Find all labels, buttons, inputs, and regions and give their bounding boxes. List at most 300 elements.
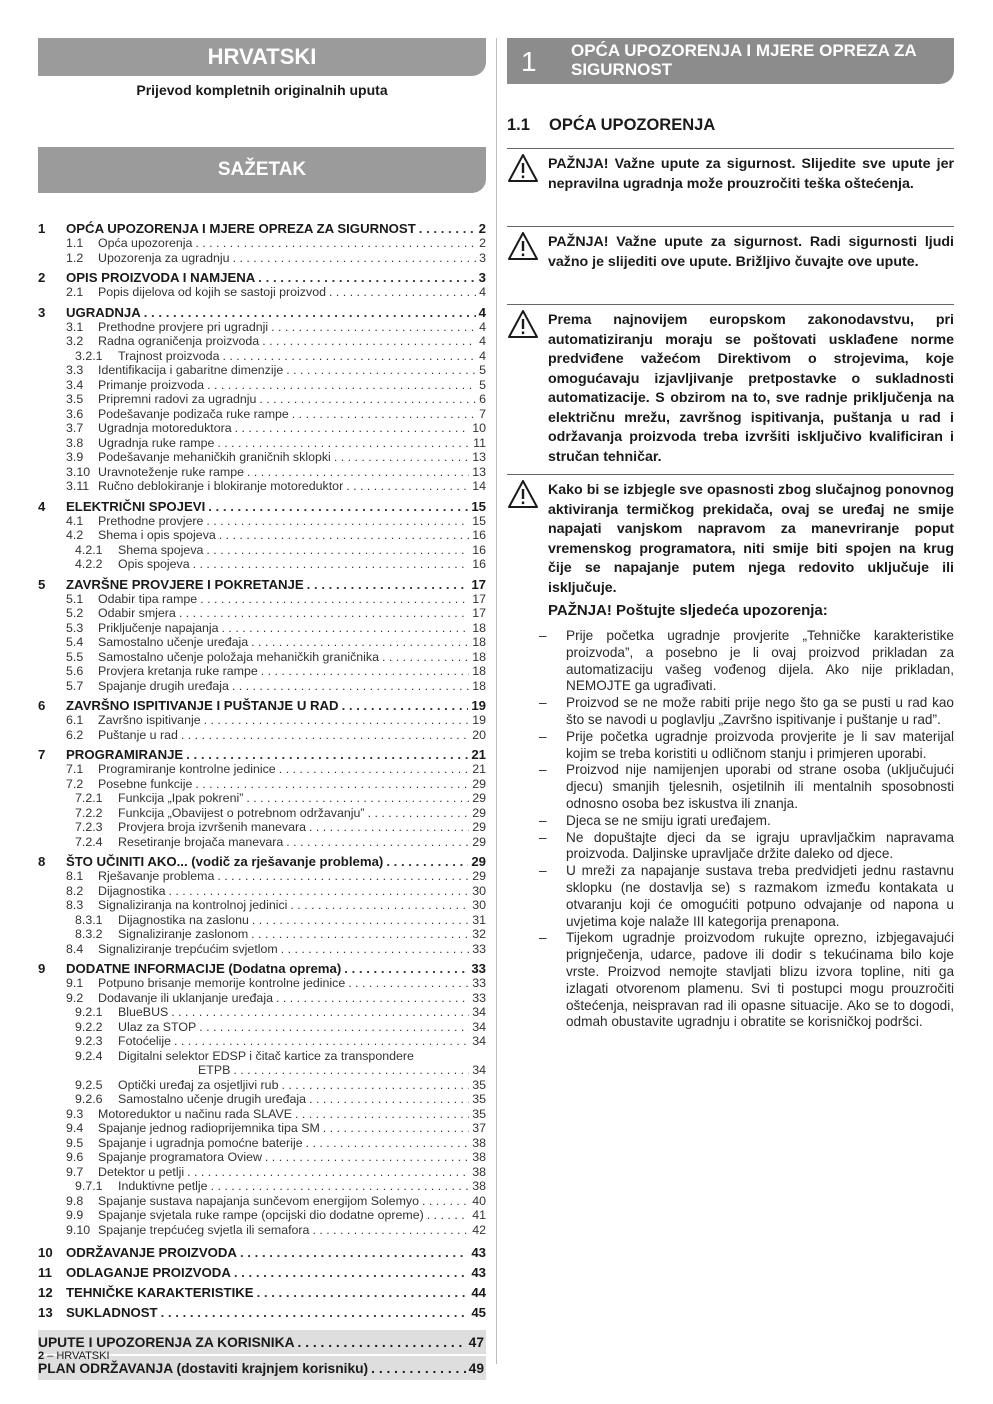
toc-entry[interactable] <box>38 1136 486 1151</box>
toc-entry[interactable] <box>38 1194 486 1209</box>
toc-entry-page: 35 <box>472 1092 486 1106</box>
toc-entry[interactable] <box>38 1034 486 1049</box>
toc-leader-dots <box>217 869 469 884</box>
toc-entry-page: 4 <box>479 348 486 363</box>
toc-entry-number: 5.3 <box>66 620 84 635</box>
toc-entry-page: 16 <box>472 557 486 571</box>
section-number: 1.1 <box>507 116 530 134</box>
toc-leader-dots <box>329 285 476 300</box>
warning-list-item: – Djeca se ne smiju igrati uređajem. <box>539 813 954 830</box>
toc-leader-dots <box>169 884 470 899</box>
toc-entry-title: Funkcija „Ipak pokreni” <box>118 791 244 805</box>
toc-entry-page: 43 <box>471 1245 486 1260</box>
toc-entry-number: 5.7 <box>66 678 84 693</box>
toc-entry-number: 9.7.1 <box>75 1179 103 1193</box>
toc-entry-title: Spajanje svjetala ruke rampe (opcijski dio dodatne opreme) <box>98 1208 424 1222</box>
toc-entry-page: 15 <box>472 513 486 528</box>
toc-entry-page: 10 <box>472 421 486 435</box>
toc-leader-dots <box>233 251 477 266</box>
toc-entry[interactable] <box>38 378 486 393</box>
warning-list-item: – U mreži za napajanje sustava treba predvidjeti jednu rastavnu sklopku (ne dostavlja se) s razmakom između kontakata u otvaranju koji će omogućiti potpuno odvajanje od napona u uvjetima koje nalaže III kategorija prenapona. <box>539 863 954 930</box>
toc-entry-number: 9.7 <box>66 1164 84 1179</box>
toc-entry-title: ŠTO UČINITI AKO... (vodič za rješavanje problema) <box>66 854 384 869</box>
toc-leader-dots <box>290 898 469 913</box>
toc-entry[interactable] <box>38 650 486 665</box>
toc-entry-title: Signaliziranje trepćućim svjetlom <box>98 941 278 956</box>
table-of-contents <box>38 216 486 1380</box>
toc-entry-number: 3.4 <box>66 377 84 392</box>
toc-entry-page: 41 <box>472 1208 486 1222</box>
toc-leader-dots <box>211 1179 470 1194</box>
warning-text: PAŽNJA! Važne upute za sigurnost. Slijedite sve upute jer nepravilna ugradnja može prouzročiti teška oštećenja. <box>548 156 954 192</box>
toc-entry-title: Ulaz za STOP <box>118 1019 197 1034</box>
toc-entry-number: 5.4 <box>66 635 84 649</box>
toc-leader-dots <box>386 854 468 869</box>
toc-entry-page: 29 <box>472 805 486 820</box>
toc-entry[interactable] <box>38 363 486 378</box>
toc-entry-number: 3.3 <box>66 363 84 377</box>
toc-entry-title: PLAN ODRŽAVANJA (dostaviti krajnjem korisniku) <box>38 1360 369 1376</box>
toc-leader-dots <box>257 1285 469 1300</box>
toc-entry[interactable] <box>38 1107 486 1122</box>
toc-entry-title: Završno ispitivanje <box>98 713 201 727</box>
toc-entry-title: Samostalno učenje uređaja <box>98 635 249 649</box>
toc-entry-number: 4.1 <box>66 513 84 528</box>
toc-leader-dots <box>144 305 476 320</box>
warning-block <box>507 226 954 272</box>
toc-entry-title: Prethodne provjere pri ugradnji <box>98 319 269 334</box>
toc-leader-dots <box>323 1121 469 1136</box>
toc-entry-page: 18 <box>472 678 486 693</box>
toc-leader-dots <box>298 1335 466 1350</box>
toc-entry-page: 17 <box>471 576 486 592</box>
warning-list-item: – Prije početka ugradnje provjerite „Tehničke karakteristike proizvoda”, a posebno je li ovaj proizvod prikladan za automatizaciju vašeg vođenog dijela. Ako nije prikladan, NEMOJTE ga ugrađivati. <box>539 628 954 695</box>
toc-entry-page: 33 <box>472 941 486 956</box>
toc-entry-page: 38 <box>472 1135 486 1150</box>
toc-entry-title: Spajanje trepćućeg svjetla ili semafora <box>98 1222 310 1237</box>
toc-entry[interactable] <box>38 221 486 236</box>
toc-entry[interactable] <box>38 698 486 713</box>
toc-entry[interactable] <box>38 854 486 869</box>
toc-entry-title: PROGRAMIRANJE <box>66 747 184 762</box>
toc-entry-number: 3.11 <box>66 479 90 493</box>
toc-entry-title: Signaliziranja na kontrolnoj jedinici <box>98 898 288 912</box>
toc-entry-number: 9.6 <box>66 1150 84 1164</box>
toc-entry-title: Primanje proizvoda <box>98 377 205 392</box>
toc-entry-page: 32 <box>472 927 486 941</box>
language-header: HRVATSKI <box>38 38 486 76</box>
toc-entry[interactable] <box>38 1223 486 1238</box>
toc-leader-dots <box>246 791 469 806</box>
toc-leader-dots <box>295 1107 469 1122</box>
toc-leader-dots <box>265 1150 469 1165</box>
toc-entry[interactable] <box>38 1092 486 1107</box>
toc-entry-number: 1.2 <box>66 250 84 265</box>
toc-leader-dots <box>204 713 470 728</box>
toc-leader-dots <box>206 514 469 529</box>
toc-leader-dots <box>309 1092 469 1107</box>
toc-entry-title: Spajanje drugih uređaja <box>98 678 229 693</box>
toc-leader-dots <box>251 927 469 942</box>
toc-entry-page: 21 <box>471 747 486 762</box>
toc-entry-title: ODLAGANJE PROIZVODA <box>66 1265 231 1280</box>
toc-entry[interactable] <box>38 392 486 407</box>
toc-entry-title: Ručno deblokiranje i blokiranje motoreduktor <box>98 479 344 493</box>
toc-entry[interactable] <box>38 1208 486 1223</box>
toc-entry-title: DODATNE INFORMACIJE (Dodatna oprema) <box>66 961 342 976</box>
toc-entry-page: 15 <box>471 498 486 514</box>
summary-header: SAŽETAK <box>38 147 486 193</box>
toc-entry[interactable] <box>38 305 486 320</box>
chapter-header <box>507 38 954 84</box>
toc-entry-page: 38 <box>472 1150 486 1164</box>
toc-entry-title: Induktivne petlje <box>118 1179 208 1193</box>
toc-entry-number: 3.7 <box>66 421 84 435</box>
toc-entry-page: 42 <box>472 1222 486 1237</box>
toc-entry[interactable] <box>38 869 486 884</box>
toc-entry[interactable] <box>38 251 486 266</box>
toc-entry-number: 7.2.2 <box>75 805 103 820</box>
toc-entry-title: Posebne funkcije <box>98 776 193 791</box>
toc-entry[interactable] <box>38 898 486 913</box>
toc-entry-number: 8.1 <box>66 869 84 883</box>
toc-entry-page: 17 <box>472 606 486 620</box>
warning-block <box>507 148 954 194</box>
toc-entry-title: Podešavanje podizača ruke rampe <box>98 406 289 421</box>
toc-entry[interactable] <box>38 1078 486 1093</box>
toc-leader-dots <box>206 543 469 558</box>
toc-entry-page: 17 <box>472 591 486 606</box>
toc-leader-dots <box>217 436 470 451</box>
toc-entry[interactable] <box>38 913 486 928</box>
toc-entry-title: Priključenje napajanja <box>98 620 219 635</box>
toc-entry-title: ZAVRŠNE PROVJERE I POKRETANJE <box>66 576 304 592</box>
toc-entry-number: 9.2.1 <box>75 1005 103 1019</box>
toc-entry-page: 29 <box>472 791 486 805</box>
toc-leader-dots <box>368 806 470 821</box>
toc-entry-number: 13 <box>38 1305 53 1320</box>
toc-entry-number: 4.2 <box>66 528 84 542</box>
toc-leader-dots <box>233 1063 469 1078</box>
toc-entry-page: 33 <box>472 990 486 1005</box>
toc-entry-number: 9.3 <box>66 1106 84 1121</box>
toc-leader-dots <box>419 221 476 236</box>
toc-entry-page: 2 <box>478 221 486 236</box>
toc-entry-title: TEHNIČKE KARAKTERISTIKE <box>66 1285 254 1300</box>
toc-entry-page: 33 <box>471 961 486 976</box>
toc-entry-page: 16 <box>472 542 486 557</box>
toc-entry[interactable] <box>38 528 486 543</box>
toc-entry[interactable] <box>38 285 486 300</box>
toc-entry-title: ZAVRŠNO ISPITIVANJE I PUŠTANJE U RAD <box>66 698 339 713</box>
toc-entry-title: ELEKTRIČNI SPOJEVI <box>66 498 206 514</box>
toc-entry-title: Optički uređaj za osjetljivi rub <box>118 1077 279 1092</box>
toc-entry[interactable] <box>38 747 486 762</box>
toc-entry[interactable] <box>38 679 486 694</box>
toc-entry-page: 29 <box>472 869 486 883</box>
toc-entry[interactable] <box>38 1150 486 1165</box>
toc-entry-title: Spajanje sustava napajanja sunčevom energijom Solemyo <box>98 1193 419 1208</box>
toc-entry-title: Resetiranje brojača manevara <box>118 834 284 849</box>
toc-entry-page: 38 <box>472 1179 486 1193</box>
toc-entry[interactable] <box>38 421 486 436</box>
toc-leader-dots <box>199 1020 469 1035</box>
toc-leader-dots <box>222 349 476 364</box>
toc-entry-page: 4 <box>479 285 486 299</box>
toc-entry-page: 5 <box>479 377 486 392</box>
toc-entry-number: 3.8 <box>66 435 84 450</box>
toc-leader-dots <box>382 650 469 665</box>
toc-entry[interactable] <box>38 592 486 607</box>
toc-leader-dots <box>240 1245 468 1260</box>
toc-entry[interactable] <box>38 762 486 777</box>
toc-leader-dots <box>174 1034 469 1049</box>
toc-leader-dots <box>181 728 469 743</box>
toc-entry[interactable] <box>38 557 486 572</box>
toc-entry[interactable] <box>38 1049 486 1064</box>
toc-entry[interactable] <box>38 407 486 422</box>
toc-leader-dots <box>279 762 470 777</box>
toc-entry[interactable] <box>38 942 486 957</box>
toc-entry-page: 47 <box>468 1334 484 1350</box>
toc-entry[interactable] <box>38 1121 486 1136</box>
toc-entry[interactable] <box>38 961 486 976</box>
toc-entry-number: 9.8 <box>66 1193 84 1208</box>
toc-entry-number: 9.2 <box>66 990 84 1005</box>
section-title <box>507 116 715 135</box>
toc-entry-title: Trajnost proizvoda <box>118 348 220 363</box>
toc-entry-page: 29 <box>472 820 486 834</box>
toc-entry[interactable] <box>38 450 486 465</box>
toc-entry-number: 4 <box>38 498 46 514</box>
toc-entry[interactable] <box>38 1165 486 1180</box>
toc-entry-title: Spajanje jednog radioprijemnika tipa SM <box>98 1121 320 1135</box>
notice-heading: PAŽNJA! Poštujte sljedeća upozorenja: <box>548 602 828 619</box>
toc-entry-page: 18 <box>472 649 486 664</box>
toc-entry-title: Ugradnja motoreduktora <box>98 421 232 435</box>
toc-entry[interactable] <box>38 991 486 1006</box>
toc-entry[interactable] <box>38 577 486 592</box>
toc-entry-page: 19 <box>471 698 486 713</box>
toc-entry[interactable] <box>38 320 486 335</box>
toc-entry-number: 8.3.1 <box>75 912 103 927</box>
toc-entry-number: 7.2.3 <box>75 820 103 834</box>
toc-entry-number: 7 <box>38 747 46 762</box>
toc-leader-dots <box>247 465 469 480</box>
toc-entry-title: OPIS PROIZVODA I NAMJENA <box>66 270 256 285</box>
toc-entry-number: 3 <box>38 304 46 320</box>
toc-entry[interactable] <box>38 1020 486 1035</box>
toc-entry-title: Opis spojeva <box>118 557 190 571</box>
toc-entry-page: 4 <box>478 304 486 320</box>
toc-entry-page: 33 <box>472 976 486 990</box>
toc-leader-dots <box>346 479 469 494</box>
toc-entry[interactable] <box>38 664 486 679</box>
toc-entry-number: 9.5 <box>66 1135 84 1150</box>
toc-leader-dots <box>171 1005 469 1020</box>
toc-entry-title: Dodavanje ili uklanjanje uređaja <box>98 990 273 1005</box>
toc-entry[interactable] <box>38 777 486 792</box>
toc-entry-page: 20 <box>472 727 486 742</box>
toc-entry[interactable] <box>38 884 486 899</box>
toc-entry[interactable] <box>38 1179 486 1194</box>
toc-leader-dots <box>312 1223 469 1238</box>
toc-entry-page: 34 <box>472 1005 486 1019</box>
toc-entry-number: 6.1 <box>66 713 84 727</box>
toc-entry-title: Shema spojeva <box>118 542 204 557</box>
warning-list-item: – Tijekom ugradnje proizvodom rukujte oprezno, izbjegavajući prignječenja, udarce, padove ili dodir s tekućinama bilo koje vrste. Proizvod nemojte stavljati blizu izvora topline, niti ga izlagati otvorenom plamenu. Svi ti postupci mogu prouzročiti oštećenja, neispravan rad ili opasne situacije. Ako se to dogodi, odmah obustavite ugradnju i obratite se korisničkoj podršci. <box>539 930 954 1031</box>
toc-entry-number: 8 <box>38 854 46 869</box>
toc-entry[interactable] <box>38 543 486 558</box>
toc-entry[interactable] <box>38 270 486 285</box>
toc-entry-page: 13 <box>472 464 486 479</box>
warning-triangle-icon <box>507 153 539 183</box>
toc-leader-dots <box>334 450 469 465</box>
toc-leader-dots <box>262 334 476 349</box>
toc-entry-number: 12 <box>38 1285 53 1300</box>
toc-leader-dots <box>222 621 470 636</box>
toc-entry-page: 29 <box>472 834 486 849</box>
warnings-list <box>539 628 954 1031</box>
toc-entry[interactable] <box>38 436 486 451</box>
toc-entry-page: 31 <box>472 912 486 927</box>
toc-entry-title: Odabir tipa rampe <box>98 591 198 606</box>
toc-entry[interactable] <box>38 499 486 514</box>
toc-entry[interactable] <box>38 1285 486 1300</box>
toc-entry-title: Digitalni selektor EDSP i čitač kartice za transpondere <box>118 1048 414 1063</box>
toc-entry-number: 1 <box>38 221 46 236</box>
toc-entry[interactable] <box>38 835 486 850</box>
toc-entry[interactable] <box>38 820 486 835</box>
toc-entry-page: 18 <box>472 664 486 678</box>
toc-entry-number: 3.5 <box>66 392 84 406</box>
toc-entry-page: 49 <box>468 1360 484 1376</box>
warning-block <box>507 474 954 598</box>
toc-entry[interactable] <box>38 806 486 821</box>
toc-entry[interactable] <box>38 349 486 364</box>
toc-entry[interactable] <box>38 1245 486 1260</box>
toc-leader-dots <box>161 1305 469 1320</box>
toc-entry-title: Potpuno brisanje memorije kontrolne jedinice <box>98 976 346 990</box>
toc-leader-dots <box>208 499 468 514</box>
toc-entry-number: 5 <box>38 576 46 592</box>
toc-entry[interactable] <box>38 621 486 636</box>
toc-entry[interactable] <box>38 606 486 621</box>
toc-entry-title: Radna ograničenja proizvoda <box>98 334 260 348</box>
toc-entry-title: Shema i opis spojeva <box>98 528 216 542</box>
toc-entry-number: 11 <box>38 1265 52 1280</box>
toc-entry[interactable] <box>38 927 486 942</box>
toc-entry[interactable] <box>38 465 486 480</box>
toc-leader-dots <box>281 1078 469 1093</box>
toc-entry-title: Uravnoteženje ruke rampe <box>98 464 245 479</box>
toc-entry-number: 9.2.2 <box>75 1019 103 1034</box>
toc-entry-title: Provjera broja izvršenih manevara <box>118 820 307 834</box>
toc-entry-title: ETPB <box>198 1063 231 1077</box>
toc-leader-dots <box>422 1194 469 1209</box>
toc-entry-title: Odabir smjera <box>98 606 176 620</box>
toc-entry-page: 11 <box>473 435 486 450</box>
toc-entry-title: Pripremni radovi za ugradnju <box>98 392 257 406</box>
toc-entry-number: 9.10 <box>66 1222 91 1237</box>
toc-entry-title: Samostalno učenje položaja mehaničkih graničnika <box>98 649 380 664</box>
column-divider <box>496 38 497 1364</box>
toc-entry-page: 40 <box>472 1193 486 1208</box>
toc-entry[interactable] <box>38 1005 486 1020</box>
toc-entry[interactable] <box>38 479 486 494</box>
warning-text: Prema najnovijem europskom zakonodavstvu, pri automatiziranju moraju se poštovati usklađene norme predviđene važećom Direktivom o strojevima, koje omogućavaju izjavljivanje pretpostavke o sukladnosti automatizacije. S obzirom na to, sve radnje priključenja na električnu mrežu, završnog ispitivanja, puštanja u rad i održavanja proizvoda treba izvršiti isključivo kvalificiran i stručan tehničar. <box>548 312 954 465</box>
toc-entry-number: 7.2.1 <box>75 791 103 805</box>
toc-entry[interactable] <box>38 1063 486 1078</box>
toc-entry-title: SUKLADNOST <box>66 1305 158 1320</box>
toc-leader-dots <box>207 378 476 393</box>
toc-entry-title: Puštanje u rad <box>98 727 178 742</box>
toc-leader-dots <box>342 698 469 713</box>
warning-list-item: – Proizvod se ne može rabiti prije nego što ga se pusti u rad kao što se navodi u poglavlju „Završno ispitivanje i puštanje u rad”. <box>539 695 954 729</box>
toc-entry-title: Identifikacija i gabaritne dimenzije <box>98 363 284 377</box>
toc-leader-dots <box>186 747 468 762</box>
warning-list-item: – Ne dopuštajte djeci da se igraju upravljačkim napravama proizvoda. Daljinske upravljače držite daleko od djece. <box>539 830 954 864</box>
toc-entry-title: Funkcija „Obavijest o potrebnom održavanju” <box>118 805 365 820</box>
toc-entry[interactable] <box>38 236 486 251</box>
toc-entry[interactable] <box>38 791 486 806</box>
toc-entry-page: 7 <box>479 406 486 421</box>
toc-entry-number: 9.2.3 <box>75 1034 103 1048</box>
toc-entry-page: 18 <box>472 635 486 649</box>
toc-leader-dots <box>195 236 476 251</box>
toc-entry-number: 5.1 <box>66 591 84 606</box>
toc-entry-page: 45 <box>471 1305 486 1320</box>
toc-entry-page: 3 <box>479 250 486 265</box>
warning-triangle-icon <box>507 479 539 509</box>
toc-entry[interactable] <box>38 1265 486 1280</box>
toc-entry[interactable] <box>38 976 486 991</box>
toc-entry[interactable] <box>38 728 486 743</box>
toc-entry-number: 9.2.5 <box>75 1077 103 1092</box>
toc-entry-page: 5 <box>479 363 486 377</box>
section-label: OPĆA UPOZORENJA <box>549 116 716 134</box>
toc-entry-number: 3.1 <box>66 319 84 334</box>
toc-entry-page: 3 <box>478 270 486 285</box>
toc-entry[interactable] <box>38 635 486 650</box>
toc-entry-page: 18 <box>472 620 486 635</box>
toc-entry[interactable] <box>38 514 486 529</box>
toc-entry-number: 5.6 <box>66 664 84 678</box>
toc-entry-page: 34 <box>472 1063 486 1077</box>
warning-triangle-icon <box>507 309 539 339</box>
toc-entry-page: 44 <box>471 1285 486 1300</box>
toc-entry-title: Ugradnja ruke rampe <box>98 435 215 450</box>
toc-entry-page: 43 <box>471 1265 486 1280</box>
toc-entry-title: Spajanje programatora Oview <box>98 1150 262 1164</box>
toc-entry-number: 9 <box>38 961 46 976</box>
toc-entry-page: 6 <box>479 392 486 406</box>
warning-text: PAŽNJA! Važne upute za sigurnost. Radi sigurnosti ljudi važno je slijediti ove upute. Brižljivo čuvajte ove upute. <box>548 234 954 270</box>
toc-leader-dots <box>307 577 469 592</box>
toc-entry-number: 4.2.2 <box>75 557 103 571</box>
toc-entry[interactable] <box>38 713 486 728</box>
toc-entry-number: 7.2.4 <box>75 834 103 849</box>
toc-entry-number: 5.2 <box>66 606 84 620</box>
toc-entry-page: 34 <box>472 1019 486 1034</box>
toc-entry-page: 2 <box>479 236 486 250</box>
warning-list-item: – Prije početka ugradnje proizvoda provjerite je li sav materijal kojim se treba koristiti u odličnom stanju i primjeren uporabi. <box>539 729 954 763</box>
toc-entry-number: 7.1 <box>66 762 84 776</box>
toc-entry-title: OPĆA UPOZORENJA I MJERE OPREZA ZA SIGURNOST <box>66 221 416 236</box>
toc-entry-title: Popis dijelova od kojih se sastoji proizvod <box>98 285 326 299</box>
toc-entry[interactable] <box>38 1305 486 1320</box>
toc-entry[interactable] <box>38 334 486 349</box>
